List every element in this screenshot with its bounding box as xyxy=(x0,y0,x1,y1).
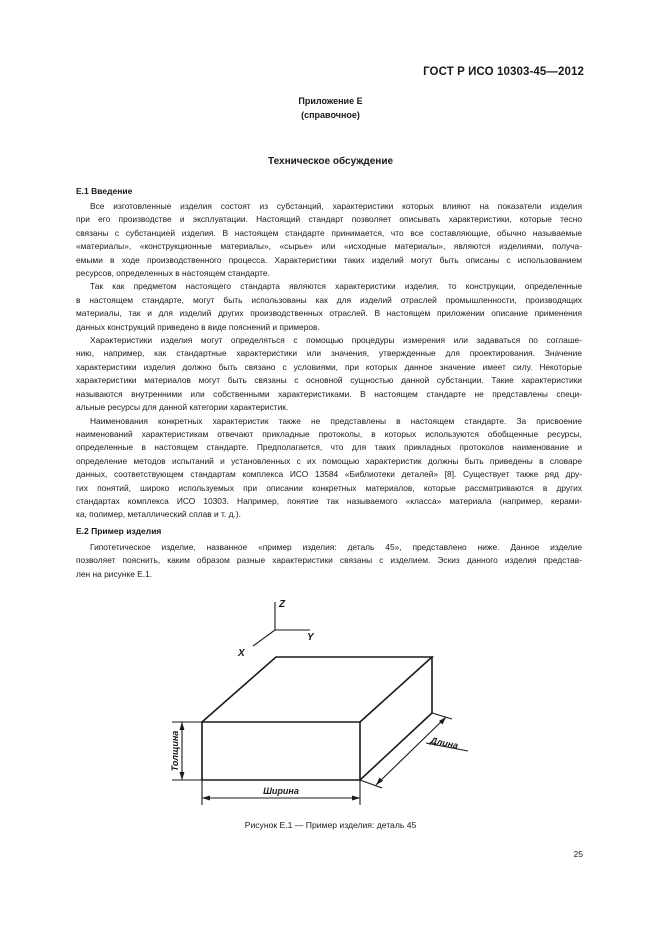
text-line: связаны с субстанцией изделия. В настоящем стандарте принимается, что все составляющие, обычно называемые xyxy=(76,227,582,238)
length-ext-far xyxy=(432,713,452,719)
axis-z-label: Z xyxy=(279,599,286,610)
text-line: наименований характеристикам отвечают прикладные протоколы, в которых используются обобщенные ресурсы, xyxy=(76,428,582,439)
text-line: «материалы», «конструкционные материалы», «сырье» или «исходные материалы», являются изделиями, получа- xyxy=(76,241,582,252)
text-line: емыми в ходе производственного процесса. Характеристики таких изделий могут быть описаны с использованием xyxy=(76,254,582,265)
standard-code: ГОСТ Р ИСО 10303-45—2012 xyxy=(423,66,584,78)
axis-x-line xyxy=(253,630,275,646)
box-side-face xyxy=(360,657,432,780)
text-line: характеристики изделия должно быть связано с условиями, при которых данное значение имеет силу. Некоторые xyxy=(76,361,582,372)
text-line: данных, соответствующем стандартам комплекса ИСО 13584 «Библиотеки деталей» [8]. Существует также ряд дру- xyxy=(76,469,582,480)
text-line: при его производстве и эксплуатации. Настоящий стандарт позволяет описывать характеристики, которые тесно xyxy=(76,214,582,225)
arrow-width-left xyxy=(202,796,210,801)
text-line: определенные в настоящем стандарте. Предполагается, что для таких прикладных протоколов наименование и xyxy=(76,442,582,453)
box-top-face xyxy=(202,657,432,722)
text-line: Так как предметом настоящего стандарта являются характеристики изделия, то конструкции, определенные xyxy=(90,281,582,292)
section-e1-text xyxy=(76,200,582,522)
text-line: стандартах комплекса ИСО 10303. Например, понятие так называемого «класса» материала (например, керами- xyxy=(76,495,582,506)
length-dim-line xyxy=(376,717,446,785)
text-line: альные ресурсы для данной категории характеристик. xyxy=(76,402,289,413)
box-front-face xyxy=(202,722,360,780)
arrow-thickness-bottom xyxy=(180,772,185,780)
length-label: Длина xyxy=(429,735,460,751)
text-line: Все изготовленные изделия состоят из субстанций, характеристики которых влияют на показатели изделия xyxy=(90,201,582,211)
text-line: гих понятий, широко используемых при описании конкретных материалов, которые рассматриваются в других xyxy=(76,482,582,493)
text-line: ка, полимер, металлический сплав и т. д.). xyxy=(76,509,241,520)
axis-x-label: X xyxy=(238,648,245,659)
text-line: в настоящем стандарте, могут быть использованы как для изделий отраслей промышленности, производящих xyxy=(76,294,582,305)
text-line: определение методов испытаний и установленных с их помощью характеристик должны быть приведены в словаре xyxy=(76,455,582,466)
arrow-width-right xyxy=(352,796,360,801)
section-heading-e1: Е.1 Введение xyxy=(76,186,133,196)
annex-title: Приложение Е xyxy=(298,96,363,106)
text-line: нию, например, как стандартные характеристики или значения, утвержденные для проектирования. Значение xyxy=(76,348,582,359)
section-heading-e2: Е.2 Пример изделия xyxy=(76,526,162,536)
text-line: позволяет пояснить, каким образом разные характеристики связаны с изделием. Эскиз данного изделия представ- xyxy=(76,555,582,566)
text-line: характеристики материалов могут быть связаны с основной сущностью данной субстанции. Такие характеристики xyxy=(76,375,582,386)
text-line: ресурсов, определенных в настоящем стандарте. xyxy=(76,268,270,279)
width-label: Ширина xyxy=(263,786,299,796)
annex-subtitle: (справочное) xyxy=(301,110,360,120)
page-number: 25 xyxy=(573,849,583,859)
figure-caption: Рисунок Е.1 — Пример изделия: деталь 45 xyxy=(244,820,417,830)
arrow-thickness-top xyxy=(180,722,185,730)
text-line: данных конструкций приведено в виде пояснений и примеров. xyxy=(76,321,320,332)
main-title: Техническое обсуждение xyxy=(267,156,394,167)
text-line: Характеристики изделия могут определяться с помощью процедуры измерения или задаваться по соглаше- xyxy=(90,335,582,346)
axis-y-label: Y xyxy=(307,632,314,643)
annex-heading xyxy=(0,94,661,122)
text-line: материалы, так и для изделий других производственных отраслей. В настоящем приложении описание применения xyxy=(76,308,582,319)
text-line: Наименования конкретных характеристик также не представлены в настоящем стандарте. За присвоение xyxy=(90,415,582,426)
figure-e1-drawing xyxy=(160,593,480,813)
text-line: лен на рисунке Е.1. xyxy=(76,568,153,579)
section-e2-text xyxy=(76,541,582,581)
thickness-label: Толщина xyxy=(170,730,180,772)
text-line: Гипотетическое изделие, названное «пример изделия: деталь 45», представлено ниже. Данное изделие xyxy=(90,542,582,552)
text-line: называются внутренними или собственными характеристиками. В настоящем стандарте не представлены специ- xyxy=(76,388,582,399)
